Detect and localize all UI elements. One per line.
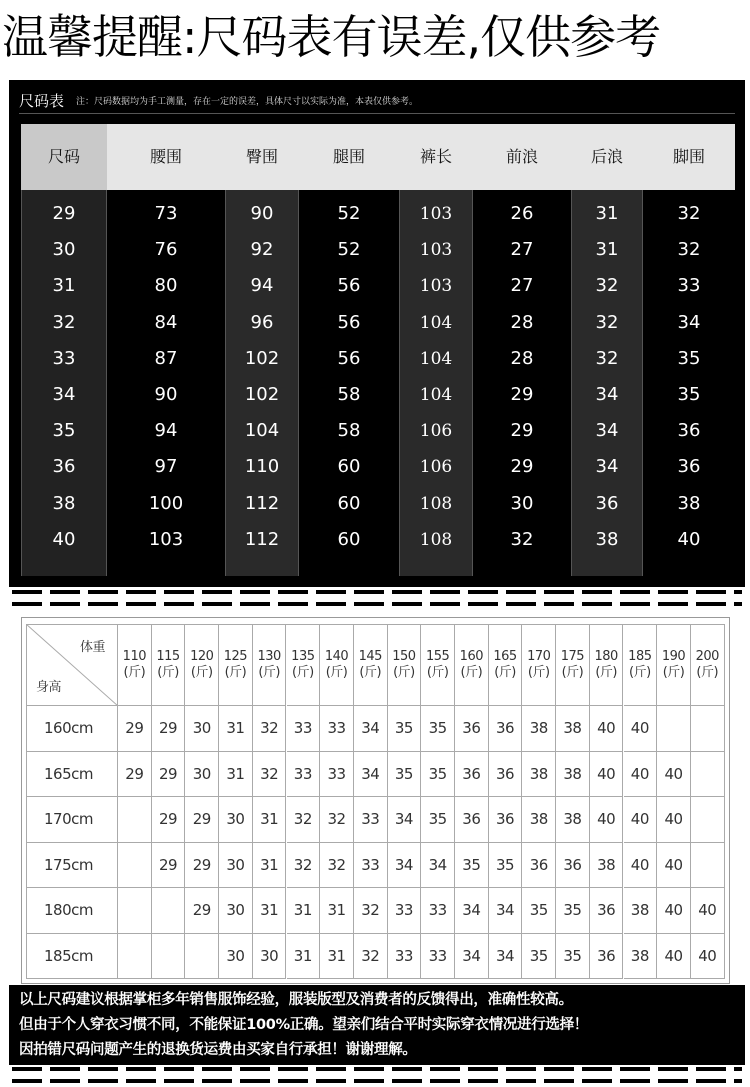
weight-unit: (斤): [595, 664, 617, 680]
size-table-cell: 31: [595, 239, 619, 261]
size-recommendation-cell: 30: [219, 934, 253, 980]
size-table-cell: 28: [510, 311, 534, 333]
size-recommendation-cell: 31: [320, 888, 354, 934]
weight-header-cell: [185, 624, 219, 706]
weight-unit: (斤): [494, 664, 516, 680]
size-table-cell: 56: [337, 275, 361, 297]
size-recommendation-cell: 36: [489, 706, 523, 752]
weight-value: 175: [560, 648, 585, 664]
size-recommendation-cell: 34: [388, 843, 422, 889]
size-table-cell: 60: [337, 492, 361, 514]
size-recommendation-cell: 35: [556, 888, 590, 934]
size-table-cell: 33: [52, 347, 76, 369]
size-recommendation-panel: [21, 617, 730, 984]
size-recommendation-cell: 38: [556, 797, 590, 843]
weight-header-cell: [421, 624, 455, 706]
size-recommendation-cell: 34: [455, 888, 489, 934]
weight-value: 120: [190, 648, 214, 664]
weight-value: 170: [527, 648, 551, 664]
size-chart-header: [19, 88, 735, 114]
size-recommendation-cell: 36: [489, 797, 523, 843]
size-recommendation-cell: 32: [354, 888, 388, 934]
weight-value: 115: [156, 648, 180, 664]
size-recommendation-cell: 33: [388, 888, 422, 934]
weight-unit: (斤): [527, 664, 550, 680]
weight-value: 155: [425, 648, 450, 664]
weight-value: 180: [594, 648, 618, 664]
size-recommendation-cell: 32: [354, 934, 388, 980]
size-recommendation-cell: 35: [455, 843, 489, 889]
size-table-cell: 94: [250, 275, 274, 297]
size-recommendation-cell: [657, 706, 691, 752]
size-recommendation-cell: 31: [320, 934, 354, 980]
size-recommendation-cell: 30: [253, 934, 287, 980]
size-chart-panel: [9, 80, 745, 587]
size-recommendation-cell: 33: [388, 934, 422, 980]
size-table-cell: 34: [52, 384, 76, 405]
size-recommendation-cell: 34: [489, 934, 523, 980]
height-label-cell: 160cm: [26, 706, 118, 752]
weight-unit: (斤): [359, 664, 382, 680]
size-table-cell: 36: [595, 492, 619, 514]
size-table-cell: 102: [244, 347, 280, 369]
size-table-cell: 29: [510, 384, 534, 405]
size-recommendation-cell: [118, 843, 152, 889]
size-table-cell: 58: [337, 384, 361, 405]
size-table-cell: 38: [677, 492, 701, 514]
size-recommendation-cell: [118, 888, 152, 934]
size-recommendation-cell: 36: [455, 706, 489, 752]
height-label-cell: 165cm: [26, 752, 118, 798]
size-recommendation-cell: 40: [657, 934, 691, 980]
size-table-cell: 32: [52, 311, 76, 333]
size-recommendation-cell: 29: [152, 843, 186, 889]
weight-header-cell: [152, 624, 186, 706]
corner-cell: [26, 624, 118, 706]
weight-value: 150: [392, 648, 416, 664]
size-recommendation-cell: 38: [556, 706, 590, 752]
size-recommendation-cell: 35: [421, 752, 455, 798]
weight-header-cell: [691, 624, 725, 706]
size-recommendation-cell: 40: [624, 752, 658, 798]
size-recommendation-cell: 31: [253, 888, 287, 934]
dashed-divider-top: [12, 590, 742, 610]
weight-value: 200: [695, 648, 719, 664]
size-recommendation-cell: 34: [388, 797, 422, 843]
size-recommendation-cell: 32: [320, 843, 354, 889]
size-table-cell: 103: [148, 528, 184, 550]
size-recommendation-cell: 33: [320, 706, 354, 752]
size-table-header-cell: 裤长: [419, 147, 452, 166]
size-recommendation-cell: 31: [219, 752, 253, 798]
weight-unit: (斤): [325, 664, 348, 680]
size-table-header-row: [21, 124, 735, 190]
size-recommendation-cell: [152, 888, 186, 934]
size-recommendation-cell: 32: [287, 797, 321, 843]
size-table-cell: 60: [337, 456, 361, 478]
size-recommendation-cell: 30: [219, 888, 253, 934]
size-recommendation-cell: 38: [624, 934, 658, 980]
size-recommendation-cell: 29: [185, 888, 219, 934]
size-recommendation-cell: 34: [354, 752, 388, 798]
size-table-cell: 104: [419, 348, 453, 369]
size-table-cell: 94: [154, 420, 178, 442]
size-recommendation-cell: [118, 934, 152, 980]
size-table-cell: 90: [250, 203, 274, 224]
size-recommendation-cell: 33: [354, 797, 388, 843]
size-table-cell: 90: [154, 384, 178, 405]
weight-header-cell: [287, 624, 321, 706]
size-recommendation-cell: 35: [522, 888, 556, 934]
size-recommendation-cell: 30: [185, 752, 219, 798]
size-table-cell: 103: [419, 204, 453, 224]
size-recommendation-cell: 35: [388, 706, 422, 752]
size-table-cell: 110: [244, 456, 280, 478]
size-table-cell: 96: [250, 311, 274, 333]
weight-header-cell: [219, 624, 253, 706]
weight-unit: (斤): [696, 664, 719, 680]
size-recommendation-cell: 29: [185, 797, 219, 843]
weight-unit: (斤): [123, 664, 146, 680]
weight-header-cell: [590, 624, 624, 706]
size-table-cell: 35: [52, 420, 76, 442]
size-recommendation-cell: 32: [320, 797, 354, 843]
size-table-cell: 106: [419, 457, 453, 478]
size-table-cell: 33: [677, 275, 701, 297]
size-table-cell: 56: [337, 347, 361, 369]
size-recommendation-cell: 40: [590, 752, 624, 798]
size-table-cell: 32: [677, 239, 701, 261]
height-label-cell: 170cm: [26, 797, 118, 843]
size-table-cell: 27: [510, 239, 534, 261]
size-recommendation-cell: 29: [118, 752, 152, 798]
size-recommendation-cell: 33: [287, 706, 321, 752]
size-recommendation-cell: 36: [455, 797, 489, 843]
size-recommendation-cell: 34: [421, 843, 455, 889]
size-table-cell: 104: [419, 385, 453, 405]
size-table-cell: 92: [250, 239, 274, 261]
size-recommendation-cell: 35: [522, 934, 556, 980]
weight-header-cell: [522, 624, 556, 706]
weight-header-cell: [118, 624, 152, 706]
size-recommendation-cell: 36: [590, 934, 624, 980]
size-recommendation-cell: 40: [691, 934, 725, 980]
weight-unit: (斤): [224, 664, 247, 680]
weight-header-cell: [489, 624, 523, 706]
size-table-cell: 34: [595, 420, 619, 442]
size-table-cell: 27: [510, 275, 534, 297]
weight-unit: (斤): [426, 664, 449, 680]
size-table-header-cell: 脚围: [672, 147, 705, 166]
size-table-header-cell: 前浪: [505, 147, 538, 166]
weight-unit: (斤): [157, 664, 179, 680]
size-recommendation-cell: 40: [657, 797, 691, 843]
weight-header-cell: [556, 624, 590, 706]
size-recommendation-cell: 32: [287, 843, 321, 889]
size-table-cell: 35: [677, 347, 701, 369]
size-recommendation-cell: 36: [556, 843, 590, 889]
weight-value: 135: [291, 648, 315, 664]
size-recommendation-cell: 31: [253, 797, 287, 843]
weight-header-cell: [657, 624, 691, 706]
size-recommendation-cell: 35: [421, 706, 455, 752]
size-table-cell: 32: [510, 528, 534, 550]
size-table-cell: 103: [419, 276, 453, 297]
size-table-cell: 40: [677, 528, 701, 550]
size-recommendation-cell: 40: [590, 797, 624, 843]
size-table-cell: 30: [510, 492, 534, 514]
weight-header-cell: [455, 624, 489, 706]
size-table-cell: 38: [52, 492, 76, 514]
warning-heading: 温馨提醒:尺码表有误差,仅供参考: [2, 10, 661, 64]
size-recommendation-cell: 40: [624, 797, 658, 843]
size-table-cell: 40: [52, 528, 76, 550]
weight-value: 125: [223, 648, 248, 664]
size-recommendation-cell: 40: [691, 888, 725, 934]
size-recommendation-cell: 34: [455, 934, 489, 980]
size-table-cell: 29: [510, 456, 534, 478]
weight-value: 110: [122, 648, 146, 664]
size-recommendation-cell: 30: [185, 706, 219, 752]
size-table-cell: 106: [419, 421, 453, 442]
size-recommendation-cell: 38: [522, 797, 556, 843]
size-table-cell: 52: [337, 239, 361, 261]
weight-header-cell: [388, 624, 422, 706]
size-recommendation-cell: 40: [657, 752, 691, 798]
size-table-cell: 76: [154, 239, 178, 261]
size-table-cell: 112: [244, 528, 280, 550]
height-label-cell: 175cm: [26, 843, 118, 889]
weight-value: 130: [257, 648, 281, 664]
size-recommendation-cell: 36: [522, 843, 556, 889]
size-recommendation-table: [26, 624, 725, 979]
weight-unit: (斤): [190, 664, 213, 680]
size-recommendation-cell: 35: [421, 797, 455, 843]
size-table-cell: 35: [677, 384, 701, 405]
size-recommendation-cell: [691, 752, 725, 798]
weight-header-cell: [253, 624, 287, 706]
size-recommendation-cell: 38: [624, 888, 658, 934]
size-recommendation-cell: 33: [354, 843, 388, 889]
dashed-divider-bottom: [12, 1067, 742, 1087]
size-recommendation-cell: 31: [253, 843, 287, 889]
size-table-cell: 112: [244, 492, 280, 514]
size-recommendation-cell: 32: [253, 752, 287, 798]
size-table-cell: 31: [52, 275, 76, 297]
size-recommendation-cell: 31: [287, 888, 321, 934]
size-recommendation-cell: 40: [657, 888, 691, 934]
size-recommendation-cell: 35: [388, 752, 422, 798]
size-recommendation-cell: 31: [219, 706, 253, 752]
weight-unit: (斤): [561, 664, 584, 680]
weight-value: 165: [493, 648, 517, 664]
size-table-cell: 103: [419, 240, 453, 261]
footer-line-3: 因拍错尺码问题产生的退换货运费由买家自行承担！谢谢理解。: [19, 1042, 417, 1058]
size-recommendation-cell: 36: [590, 888, 624, 934]
size-table-cell: 58: [337, 420, 361, 442]
size-table-cell: 31: [595, 203, 619, 224]
size-table-cell: 32: [595, 347, 619, 369]
weight-unit: (斤): [258, 664, 280, 680]
size-recommendation-cell: 29: [185, 843, 219, 889]
size-recommendation-cell: 38: [522, 752, 556, 798]
size-table-cell: 97: [154, 456, 178, 478]
size-table-cell: 34: [595, 456, 619, 478]
size-table-cell: 104: [419, 312, 453, 333]
size-table-cell: 32: [595, 311, 619, 333]
weight-value: 190: [661, 648, 686, 664]
weight-unit: (斤): [662, 664, 685, 680]
size-table-cell: 36: [677, 420, 701, 442]
size-recommendation-cell: 35: [489, 843, 523, 889]
size-table-cell: 102: [244, 384, 280, 405]
size-table-cell: 100: [148, 492, 184, 514]
size-table-cell: 34: [595, 384, 619, 405]
weight-header-cell: [354, 624, 388, 706]
weight-header-cell: [320, 624, 354, 706]
size-recommendation-cell: 29: [152, 752, 186, 798]
weight-unit: (斤): [629, 664, 651, 680]
size-recommendation-cell: 31: [287, 934, 321, 980]
weight-value: 145: [358, 648, 382, 664]
size-recommendation-cell: 33: [421, 888, 455, 934]
size-recommendation-cell: 38: [590, 843, 624, 889]
weight-unit: (斤): [393, 664, 415, 680]
size-recommendation-cell: 38: [556, 752, 590, 798]
size-recommendation-cell: 36: [489, 752, 523, 798]
size-table-cell: 34: [677, 311, 701, 333]
corner-height-label: 身高: [36, 680, 62, 695]
size-table-cell: 108: [419, 493, 453, 514]
corner-weight-label: 体重: [79, 640, 105, 655]
size-recommendation-cell: 29: [152, 797, 186, 843]
size-chart-title: 尺码表: [19, 92, 65, 110]
footer-line-2: 但由于个人穿衣习惯不同，不能保证100%正确。望亲们结合平时实际穿衣情况进行选择！: [19, 1017, 588, 1033]
size-recommendation-cell: 40: [624, 843, 658, 889]
weight-value: 140: [324, 648, 349, 664]
size-table-cell: 28: [510, 347, 534, 369]
size-recommendation-cell: 30: [219, 797, 253, 843]
size-table-header-cell: 后浪: [590, 147, 623, 166]
size-recommendation-cell: 29: [118, 706, 152, 752]
size-recommendation-cell: [118, 797, 152, 843]
size-recommendation-cell: 35: [556, 934, 590, 980]
height-label-cell: 185cm: [26, 934, 118, 980]
size-table-cell: 36: [677, 456, 701, 478]
size-table-cell: 87: [154, 347, 178, 369]
size-table-cell: 52: [337, 203, 361, 224]
size-recommendation-cell: 40: [624, 706, 658, 752]
size-recommendation-cell: 40: [657, 843, 691, 889]
size-table-header-cell: 腿围: [332, 147, 365, 166]
weight-unit: (斤): [460, 664, 483, 680]
size-recommendation-cell: 36: [455, 752, 489, 798]
size-recommendation-cell: 32: [253, 706, 287, 752]
size-chart-note: 注：尺码数据均为手工测量，存在一定的误差，具体尺寸以实际为准，本表仅供参考。: [76, 97, 419, 107]
size-table-cell: 60: [337, 528, 361, 550]
size-recommendation-cell: 38: [522, 706, 556, 752]
size-table-cell: 38: [595, 528, 619, 550]
size-recommendation-cell: 40: [590, 706, 624, 752]
height-label-cell: 180cm: [26, 888, 118, 934]
size-table-cell: 36: [52, 456, 76, 478]
size-recommendation-cell: 30: [219, 843, 253, 889]
size-table-cell: 32: [595, 275, 619, 297]
size-recommendation-cell: 33: [320, 752, 354, 798]
size-recommendation-cell: [691, 843, 725, 889]
size-recommendation-cell: [691, 797, 725, 843]
size-table-header-cell: 臀围: [245, 147, 278, 166]
size-table-cell: 30: [52, 239, 76, 261]
footer-notice: [9, 985, 745, 1065]
size-recommendation-cell: [691, 706, 725, 752]
size-recommendation-cell: 29: [152, 706, 186, 752]
weight-value: 185: [628, 648, 652, 664]
size-table-cell: 56: [337, 311, 361, 333]
weight-header-cell: [624, 624, 658, 706]
size-table-cell: 80: [154, 275, 178, 297]
size-recommendation-cell: 33: [287, 752, 321, 798]
weight-unit: (斤): [292, 664, 314, 680]
weight-value: 160: [459, 648, 483, 664]
size-table-cell: 29: [52, 203, 76, 224]
size-table-header-cell: 腰围: [149, 147, 182, 166]
size-recommendation-cell: 34: [489, 888, 523, 934]
size-recommendation-cell: [185, 934, 219, 980]
size-table-cell: 32: [677, 203, 701, 224]
size-table: [21, 124, 735, 576]
size-table-cell: 29: [510, 420, 534, 442]
size-table-cell: 104: [244, 420, 280, 442]
size-table-cell: 108: [419, 529, 453, 550]
size-table-cell: 26: [510, 203, 534, 224]
footer-line-1: 以上尺码建议根据掌柜多年销售服饰经验，服装版型及消费者的反馈得出，准确性较高。: [19, 992, 573, 1008]
size-table-cell: 73: [154, 203, 178, 224]
size-table-cell: 84: [154, 311, 178, 333]
size-recommendation-cell: [152, 934, 186, 980]
size-table-header-cell: 尺码: [21, 124, 107, 190]
size-recommendation-cell: 34: [354, 706, 388, 752]
size-recommendation-cell: 33: [421, 934, 455, 980]
